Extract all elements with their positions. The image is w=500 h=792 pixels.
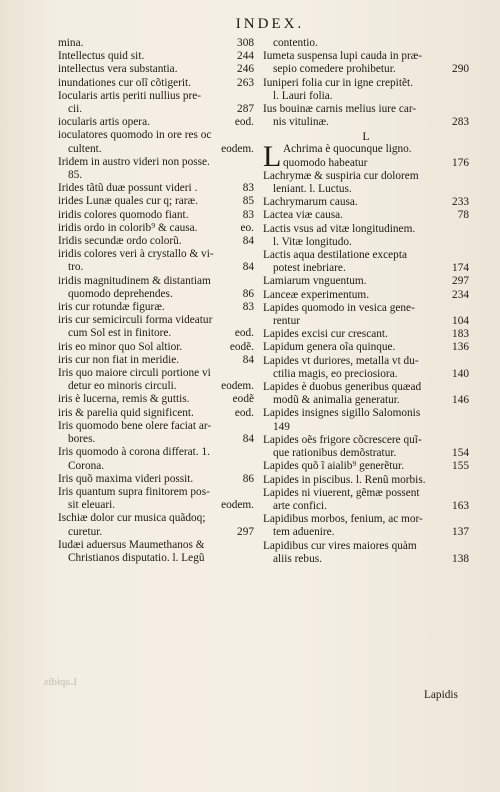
entry-text: l. Vitæ longitudo. [273, 235, 352, 248]
page-number: 84 [242, 235, 254, 248]
index-entry [58, 314, 254, 327]
index-entry-continuation [58, 103, 254, 116]
index-entry-continuation [263, 447, 469, 460]
section-letter: L [362, 129, 370, 144]
index-entry [263, 407, 469, 420]
catchword: Lapidis [424, 689, 458, 701]
entry-text: curetur. [68, 525, 103, 538]
index-entry [58, 446, 254, 459]
page-number: 183 [452, 328, 469, 341]
index-entry [58, 116, 254, 129]
entry-text: rentur [273, 315, 300, 328]
index-entry [58, 195, 254, 208]
index-entry-continuation [58, 143, 254, 156]
page-number: 84 [242, 353, 254, 366]
index-entry [263, 223, 469, 236]
entry-text: iridis ordo in colorib⁹ & causa. [58, 221, 198, 234]
page-number: 104 [452, 315, 469, 328]
index-entry-continuation [263, 526, 469, 539]
entry-text: Lapides quomodo in vesica gene- [263, 301, 415, 314]
entry-text: Lapidibus cur vires maiores quàm [263, 539, 417, 552]
page-number: 244 [237, 50, 254, 63]
entry-text: iris è lucerna, remis & guttis. [58, 393, 190, 406]
index-entry-continuation [58, 499, 254, 512]
page-number: eodem. [221, 380, 254, 393]
index-entry [263, 275, 469, 288]
page-number: 297 [237, 525, 254, 538]
entry-text: iocularis artis opera. [58, 116, 150, 129]
entry-text: sepio comedere prohibetur. [273, 63, 396, 76]
entry-text: Lamiarum vnguentum. [263, 275, 367, 288]
index-entry-continuation [58, 261, 254, 274]
index-entry [263, 328, 469, 341]
entry-text: Iridem in austro videri non posse. [58, 155, 210, 168]
page-number: 146 [452, 394, 469, 407]
entry-text: Iris quõ maxima videri possit. [58, 472, 194, 485]
entry-text: 149 [273, 420, 290, 433]
index-entry [263, 249, 469, 262]
page-header: INDEX. [235, 16, 305, 32]
entry-text: Achrima è quocunque ligno. [283, 143, 412, 156]
page-number: 308 [237, 37, 254, 49]
index-entry-continuation [58, 169, 254, 182]
entry-text: aliis rebus. [273, 552, 322, 565]
page-number: 85 [242, 195, 254, 208]
entry-text: bores. [68, 433, 96, 446]
entry-text: 85. [68, 169, 83, 182]
index-entry-continuation [263, 262, 469, 275]
entry-text: Iridis secundæ ordo colorũ. [58, 235, 182, 248]
entry-text: Lactis vsus ad vitæ longitudinem. [263, 222, 416, 235]
index-entry-continuation [263, 183, 469, 196]
index-entry [58, 77, 254, 90]
entry-text: Lachrymarum causa. [263, 196, 358, 209]
page-number: 83 [242, 301, 254, 314]
index-entry [263, 50, 469, 63]
index-entry [58, 512, 254, 525]
index-entry [58, 90, 254, 103]
index-entry-continuation [263, 236, 469, 249]
entry-text: quomodo deprehendes. [68, 287, 173, 300]
index-entry [58, 539, 254, 552]
entry-text: Intellectus quid sit. [58, 50, 145, 63]
entry-text: Lanceæ experimentum. [263, 288, 370, 301]
index-entry [263, 170, 469, 183]
entry-text: cultent. [68, 142, 102, 155]
entry-text: Ius bouinæ carnis melius iure car- [263, 103, 417, 116]
index-entry-continuation [263, 394, 469, 407]
index-entry [58, 50, 254, 63]
page-number: 297 [452, 275, 469, 288]
entry-text: Lapides excisi cur crescant. [263, 328, 388, 341]
index-entry-continuation [263, 421, 469, 434]
index-entry [263, 540, 469, 553]
page-number: 176 [452, 156, 469, 169]
index-entry [263, 103, 469, 116]
entry-text: Lapides vt duriores, metalla vt du- [263, 354, 419, 367]
index-entry [58, 156, 254, 169]
page-number: 287 [237, 103, 254, 116]
entry-text: Irides tãtũ duæ possunt videri . [58, 182, 198, 195]
index-entry [58, 129, 254, 142]
entry-text: Iudæi aduersus Maumethanos & [58, 538, 205, 551]
entry-text: iridis magnitudinem & distantiam [58, 274, 211, 287]
page-number: 137 [452, 526, 469, 539]
entry-text: irides Lunæ quales cur q; raræ. [58, 195, 198, 208]
page-number: eodẽ [232, 393, 254, 406]
index-entry-continuation [263, 553, 469, 566]
entry-text: Iumeta suspensa lupi cauda in præ- [263, 50, 423, 63]
entry-text: iris & parelia quid significent. [58, 406, 194, 419]
entry-text: Iocularis artis periti nullius pre- [58, 89, 202, 102]
right-column-bottom-entries [263, 170, 469, 566]
dropcap-letter: L [263, 140, 282, 174]
index-entry-continuation [58, 288, 254, 301]
entry-text: Lapidum genera oĩa quinque. [263, 341, 396, 354]
entry-continuation [263, 157, 469, 170]
entry-text: iris cur non fiat in meridie. [58, 353, 180, 366]
page-number: 233 [452, 196, 469, 209]
entry-text: contentio. [273, 37, 318, 49]
entry-text: Ischiæ dolor cur musica quãdoq; [58, 512, 206, 525]
entry-text: Christianos disputatio. l. Legũ [68, 551, 205, 564]
index-entry [58, 367, 254, 380]
entry-text: que rationibus demõstratur. [273, 447, 397, 460]
entry-text: iridis colores quomodo fiant. [58, 208, 189, 221]
page-number: eo. [240, 221, 254, 234]
entry-text: mina. [58, 37, 84, 49]
page-number: 163 [452, 499, 469, 512]
index-entry [58, 182, 254, 195]
entry-text: Lapides quõ ĩ aialib⁹ generẽtur. [263, 460, 405, 473]
index-entry-continuation [58, 327, 254, 340]
index-entry-continuation [263, 90, 469, 103]
left-column [58, 37, 254, 565]
entry-text: quomodo habeatur [283, 156, 368, 169]
entry-text: inundationes cur olĩ cõtigerit. [58, 76, 192, 89]
index-entry-continuation [263, 315, 469, 328]
entry-text: Iris quomodo bene olere faciat ar- [58, 419, 212, 432]
entry-text: iris cur rotundæ figuræ. [58, 301, 165, 314]
page-number: eod. [234, 327, 254, 340]
entry-text: Iris quomodo à corona differat. 1. [58, 446, 210, 459]
index-entry-continuation [58, 380, 254, 393]
entry-text: cum Sol est in finitore. [68, 327, 172, 340]
entry-text: Lachrymæ & suspiria cur dolorem [263, 169, 419, 182]
page-number: 140 [452, 367, 469, 380]
entry-text: detur eo minoris circuli. [68, 380, 177, 393]
entry-text: Lapides insignes sigillo Salomonis [263, 407, 421, 420]
index-entry-continuation [58, 552, 254, 565]
index-entry [263, 289, 469, 302]
index-entry [263, 302, 469, 315]
entry-text: Lapides oẽs frigore cõcrescere quĩ- [263, 433, 422, 446]
entry-text: sit eleuari. [68, 499, 116, 512]
index-entry [263, 434, 469, 447]
entry-text: Iuniperi folia cur in igne crepitẽt. [263, 76, 413, 89]
index-entry [263, 487, 469, 500]
entry-text: Iris quo maiore circuli portione vi [58, 367, 211, 380]
index-entry-continuation [58, 460, 254, 473]
index-entry [58, 222, 254, 235]
index-entry [58, 354, 254, 367]
entry-text: nis vitulinæ. [273, 116, 329, 129]
index-entry [58, 235, 254, 248]
page-number: 154 [452, 447, 469, 460]
index-entry [58, 420, 254, 433]
entry-text: Corona. [68, 459, 105, 472]
page-number: 86 [242, 287, 254, 300]
right-column-top-entries [263, 37, 469, 129]
page-number: 86 [242, 472, 254, 485]
page-number: eod. [234, 406, 254, 419]
index-entry [58, 341, 254, 354]
index-entry [263, 513, 469, 526]
page-number: eodem. [221, 142, 254, 155]
index-entry-continuation [263, 116, 469, 129]
index-entry [58, 393, 254, 406]
page-number: 83 [242, 208, 254, 221]
entry-text: Iris quantum supra finitorem pos- [58, 485, 210, 498]
entry-text: cii. [68, 103, 83, 116]
entry-text: Lapides in piscibus. l. Renũ morbis. [263, 473, 426, 486]
entry-text: ioculatores quomodo in ore res oc [58, 129, 212, 142]
index-entry [58, 275, 254, 288]
entry-text: modũ & animalia generatur. [273, 394, 400, 407]
page-number: 174 [452, 262, 469, 275]
entry-text: arte confici. [273, 499, 327, 512]
page-number: eodẽ. [229, 340, 254, 353]
entry-text: iris eo minor quo Sol altior. [58, 340, 183, 353]
entry-text: iridis colores veri à crystallo & vi- [58, 248, 214, 261]
index-entry-continuation [58, 433, 254, 446]
index-entry [263, 209, 469, 222]
page-number: 283 [452, 116, 469, 129]
page-number: 83 [242, 182, 254, 195]
page-number: 138 [452, 552, 469, 565]
entry-text: Lapidibus morbos, fenium, ac mor- [263, 513, 423, 526]
index-entry [58, 248, 254, 261]
index-entry [263, 355, 469, 368]
index-entry [263, 381, 469, 394]
entry-text: iris cur semicirculi forma videatur [58, 314, 213, 327]
page-number: 84 [242, 433, 254, 446]
page-number: 246 [237, 63, 254, 76]
show-through-text: Lapidis [44, 676, 77, 688]
entry-text: Lactea viæ causa. [263, 209, 343, 222]
entry-text: l. Lauri folia. [273, 89, 333, 102]
page-number: 136 [452, 341, 469, 354]
entry-text: tro. [68, 261, 84, 274]
page-number: eod. [234, 116, 254, 129]
right-column [263, 37, 469, 566]
index-entry-continuation [263, 37, 469, 50]
entry-text: leniant. l. Luctus. [273, 183, 352, 196]
page-number: 234 [452, 288, 469, 301]
page-number: 78 [457, 209, 469, 222]
entry-text: Lapides è duobus generibus quæad [263, 381, 422, 394]
page-number: 263 [237, 76, 254, 89]
index-entry [263, 460, 469, 473]
entry-text: Lapides ni viuerent, gẽmæ possent [263, 486, 420, 499]
index-entry [58, 63, 254, 76]
entry-text: Lactis aqua destilatione excepta [263, 249, 407, 262]
page-number: eodem. [221, 499, 254, 512]
index-entry [263, 474, 469, 487]
entry-text: intellectus vera substantia. [58, 63, 178, 76]
index-entry [58, 209, 254, 222]
index-entry-continuation [263, 368, 469, 381]
page-number: 290 [452, 63, 469, 76]
index-entry-continuation [263, 500, 469, 513]
index-entry-continuation [263, 63, 469, 76]
index-entry [263, 77, 469, 90]
page-number: 84 [242, 261, 254, 274]
index-entry [58, 37, 254, 50]
page-number: 155 [452, 460, 469, 473]
index-entry [58, 473, 254, 486]
index-entry [58, 407, 254, 420]
index-entry-continuation [58, 526, 254, 539]
index-entry [263, 341, 469, 354]
entry-text: tem aduenire. [273, 526, 335, 539]
entry-text: potest inebriare. [273, 262, 346, 275]
index-entry [58, 486, 254, 499]
index-entry [58, 301, 254, 314]
index-entry [263, 196, 469, 209]
entry-text: ctilia magis, eo preciosiora. [273, 367, 398, 380]
dropcap-entry [263, 140, 469, 174]
